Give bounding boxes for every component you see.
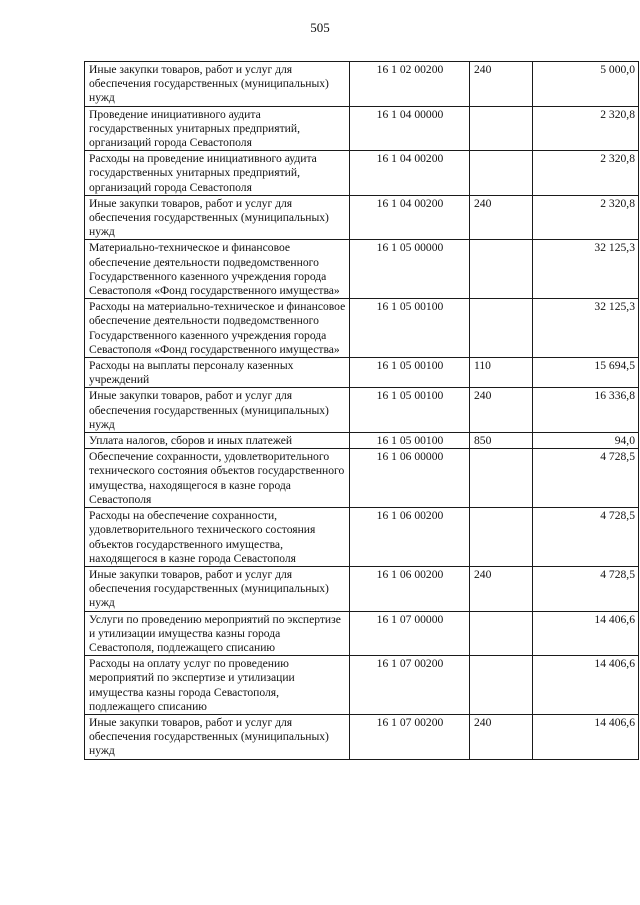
row-vr-cell: 240 (470, 388, 533, 433)
row-name-cell: Расходы на обеспечение сохранности, удовлетворительного технического состояния объектов государственного имущества, находящегося в казне города Севастополя (85, 508, 350, 567)
row-sum-cell: 14 406,6 (533, 611, 639, 656)
table-row (85, 508, 639, 567)
row-code-cell: 16 1 07 00000 (350, 611, 470, 656)
row-code-cell: 16 1 06 00200 (350, 566, 470, 611)
row-vr-cell: 240 (470, 566, 533, 611)
row-name-cell: Проведение инициативного аудита государственных унитарных предприятий, организаций города Севастополя (85, 106, 350, 151)
row-sum-cell: 14 406,6 (533, 714, 639, 759)
row-name-cell: Расходы на выплаты персоналу казенных учреждений (85, 358, 350, 388)
table-row (85, 433, 639, 449)
row-sum-cell: 4 728,5 (533, 566, 639, 611)
row-sum-cell: 5 000,0 (533, 62, 639, 107)
row-name-cell: Иные закупки товаров, работ и услуг для обеспечения государственных (муниципальных) нужд (85, 195, 350, 240)
row-vr-cell (470, 299, 533, 358)
row-name-cell: Услуги по проведению мероприятий по экспертизе и утилизации имущества казны города Севастополя, подлежащего списанию (85, 611, 350, 656)
table-row (85, 358, 639, 388)
row-name-cell: Иные закупки товаров, работ и услуг для обеспечения государственных (муниципальных) нужд (85, 62, 350, 107)
table-row (85, 388, 639, 433)
table-row (85, 611, 639, 656)
row-vr-cell (470, 151, 533, 196)
row-name-cell: Уплата налогов, сборов и иных платежей (85, 433, 350, 449)
row-vr-cell (470, 106, 533, 151)
row-sum-cell: 15 694,5 (533, 358, 639, 388)
row-code-cell: 16 1 06 00000 (350, 449, 470, 508)
row-name-cell: Иные закупки товаров, работ и услуг для обеспечения государственных (муниципальных) нужд (85, 566, 350, 611)
row-name-cell: Обеспечение сохранности, удовлетворительного технического состояния объектов государственного имущества, находящегося в казне города Севастополя (85, 449, 350, 508)
row-sum-cell: 2 320,8 (533, 151, 639, 196)
table-row (85, 449, 639, 508)
row-sum-cell: 32 125,3 (533, 299, 639, 358)
table-row (85, 62, 639, 107)
row-sum-cell: 4 728,5 (533, 508, 639, 567)
row-code-cell: 16 1 05 00100 (350, 388, 470, 433)
row-name-cell: Иные закупки товаров, работ и услуг для обеспечения государственных (муниципальных) нужд (85, 388, 350, 433)
row-sum-cell: 2 320,8 (533, 106, 639, 151)
row-name-cell: Материально-техническое и финансовое обеспечение деятельности подведомственного Государственного казенного учреждения города Севастополя «Фонд государственного имущества» (85, 240, 350, 299)
row-vr-cell: 240 (470, 195, 533, 240)
row-sum-cell: 16 336,8 (533, 388, 639, 433)
row-name-cell: Расходы на материально-техническое и финансовое обеспечение деятельности подведомственного Государственного казенного учреждения города Севастополя «Фонд государственного имущества» (85, 299, 350, 358)
row-code-cell: 16 1 05 00100 (350, 358, 470, 388)
table-row (85, 566, 639, 611)
row-code-cell: 16 1 04 00200 (350, 151, 470, 196)
row-code-cell: 16 1 06 00200 (350, 508, 470, 567)
row-name-cell: Иные закупки товаров, работ и услуг для обеспечения государственных (муниципальных) нужд (85, 714, 350, 759)
row-vr-cell (470, 240, 533, 299)
row-code-cell: 16 1 05 00100 (350, 433, 470, 449)
row-sum-cell: 4 728,5 (533, 449, 639, 508)
row-code-cell: 16 1 02 00200 (350, 62, 470, 107)
row-code-cell: 16 1 07 00200 (350, 714, 470, 759)
row-code-cell: 16 1 07 00200 (350, 656, 470, 715)
row-name-cell: Расходы на проведение инициативного аудита государственных унитарных предприятий, организаций города Севастополя (85, 151, 350, 196)
row-vr-cell: 240 (470, 62, 533, 107)
row-vr-cell: 240 (470, 714, 533, 759)
row-vr-cell (470, 508, 533, 567)
table-row (85, 151, 639, 196)
row-sum-cell: 2 320,8 (533, 195, 639, 240)
row-vr-cell: 110 (470, 358, 533, 388)
row-name-cell: Расходы на оплату услуг по проведению мероприятий по экспертизе и утилизации имущества казны города Севастополя, подлежащего списанию (85, 656, 350, 715)
row-vr-cell (470, 449, 533, 508)
budget-table (84, 61, 639, 760)
table-row (85, 195, 639, 240)
row-code-cell: 16 1 04 00000 (350, 106, 470, 151)
row-sum-cell: 32 125,3 (533, 240, 639, 299)
row-sum-cell: 94,0 (533, 433, 639, 449)
row-vr-cell (470, 611, 533, 656)
table-row (85, 656, 639, 715)
row-code-cell: 16 1 04 00200 (350, 195, 470, 240)
table-row (85, 714, 639, 759)
table-row (85, 240, 639, 299)
table-row (85, 299, 639, 358)
row-code-cell: 16 1 05 00000 (350, 240, 470, 299)
row-vr-cell: 850 (470, 433, 533, 449)
row-vr-cell (470, 656, 533, 715)
row-code-cell: 16 1 05 00100 (350, 299, 470, 358)
row-sum-cell: 14 406,6 (533, 656, 639, 715)
table-row (85, 106, 639, 151)
page-number: 505 (310, 20, 330, 35)
